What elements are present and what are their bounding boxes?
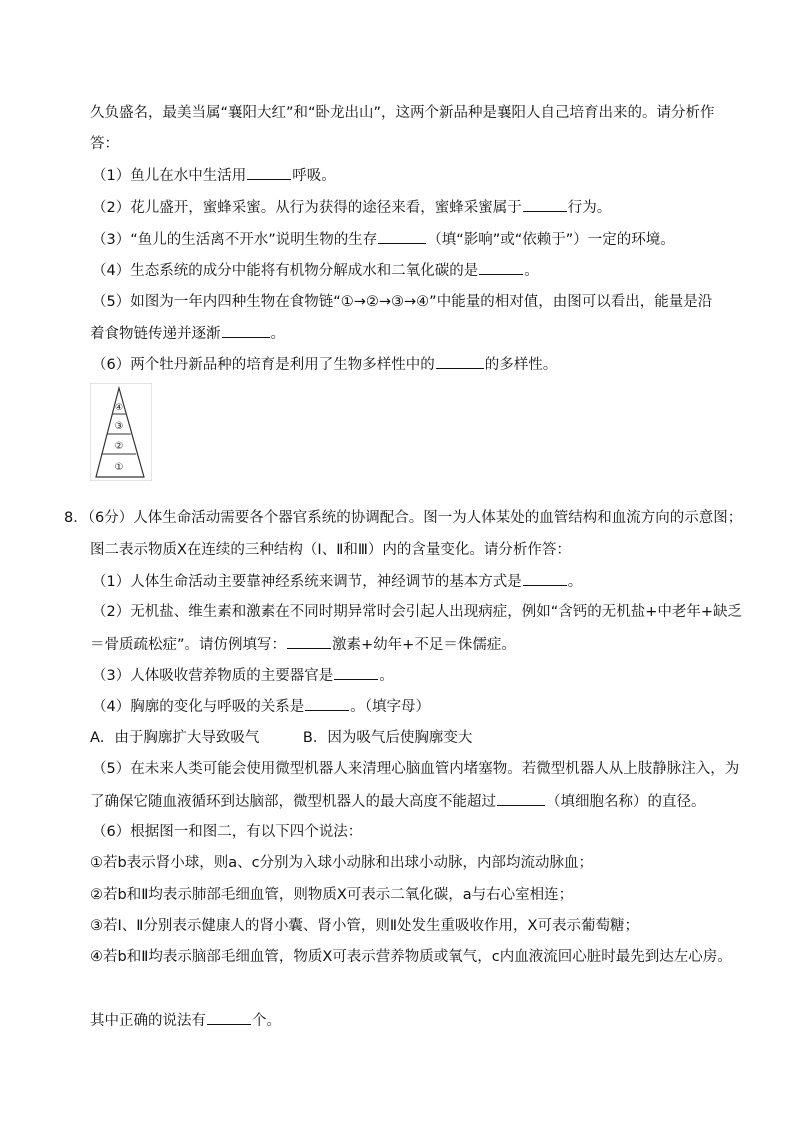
- q8-statement-1: ①若b表示肾小球，则a、c分别为入球小动脉和出球小动脉，内部均流动脉血；: [90, 855, 594, 871]
- q7-part-6-tail: 的多样性。: [484, 357, 558, 373]
- q8-part-1-tail: 。: [567, 574, 583, 590]
- q8-stem-line-2: 图二表示物质X在连续的三种结构（Ⅰ、Ⅱ和Ⅲ）内的含量变化。请分析作答：: [90, 542, 571, 558]
- q7-part-4-text: （4）生态系统的成分中能将有机物分解成水和二氧化碳的是: [92, 263, 479, 279]
- answer-blank[interactable]: [207, 1010, 251, 1025]
- q8-part-1: [92, 571, 582, 592]
- answer-blank[interactable]: [523, 197, 567, 212]
- q7-part-5-line-1: （5）如图为一年内四种生物在食物链“①→②→③→④”中能量的相对值，由图可以看出，能量是沿: [92, 294, 713, 310]
- answer-blank[interactable]: [287, 634, 331, 649]
- q7-part-1-tail: 呼吸。: [292, 168, 336, 184]
- q8-part-5-line-2: [90, 791, 706, 812]
- q7-part-5-text: 着食物链传递并逐渐: [90, 326, 221, 342]
- answer-blank[interactable]: [497, 791, 545, 806]
- q7-part-4: [92, 260, 539, 281]
- q8-part-5-tail: （填细胞名称）的直径。: [546, 794, 706, 810]
- pyramid-level-3-label: ③: [114, 421, 124, 432]
- answer-blank[interactable]: [305, 696, 349, 711]
- q7-part-2: [92, 197, 611, 218]
- q7-part-5-tail: 。: [270, 326, 285, 342]
- intro-line-1: 久负盛名，最美当属“襄阳大红”和“卧龙出山”，这两个新品种是襄阳人自己培育出来的。请分析作: [90, 105, 715, 121]
- q8-part-2-line-1: （2）无机盐、维生素和激素在不同时期异常时会引起人出现病症，例如“含钙的无机盐+中老年+缺乏: [92, 604, 743, 620]
- energy-pyramid-figure: [90, 383, 152, 481]
- q8-part-2-tail: 激素+幼年+不足＝侏儒症。: [332, 637, 516, 653]
- answer-blank[interactable]: [479, 260, 523, 275]
- q8-stem-line-1: 8．（6分）人体生命活动需要各个器官系统的协调配合。图一为人体某处的血管结构和血流方向的示意图；: [64, 510, 743, 526]
- q8-part-4: [92, 696, 430, 717]
- q7-part-6-text: （6）两个牡丹新品种的培育是利用了生物多样性中的: [92, 357, 435, 373]
- q8-part-5-text: 了确保它随血液循环到达脑部，微型机器人的最大高度不能超过: [90, 794, 496, 810]
- answer-blank[interactable]: [247, 165, 291, 180]
- q7-part-4-tail: 。: [524, 263, 539, 279]
- q8-part-4-options: A．由于胸廓扩大导致吸气 B．因为吸气后使胸廓变大: [90, 730, 473, 746]
- q7-part-2-tail: 行为。: [567, 200, 612, 216]
- q8-part-1-text: （1）人体生命活动主要靠神经系统来调节，神经调节的基本方式是: [92, 574, 522, 590]
- q8-part-3-text: （3）人体吸收营养物质的主要器官是: [92, 668, 334, 684]
- q7-part-1: [92, 165, 336, 186]
- answer-blank[interactable]: [523, 571, 567, 586]
- answer-blank[interactable]: [334, 665, 378, 680]
- pyramid-level-4-label: ④: [114, 403, 124, 413]
- q8-statement-4: ④若b和Ⅱ均表示脑部毛细血管，物质X可表示营养物质或氧气，c内血液流回心脏时最先到达左心房。: [90, 949, 732, 965]
- q8-part-3-tail: 。: [379, 668, 394, 684]
- q8-part-2-text: ＝骨质疏松症”。请仿例填写：: [90, 637, 287, 653]
- q8-part-5-line-1: （5）在未来人类可能会使用微型机器人来清理心脑血管内堵塞物。若微型机器人从上肢静脉注入，为: [92, 761, 740, 777]
- q7-part-3: [92, 229, 675, 250]
- q8-part-4-tail: 。（填字母）: [350, 699, 430, 715]
- q8-final-tail: 个。: [252, 1013, 281, 1029]
- q8-statement-2: ②若b和Ⅱ均表示肺部毛细血管，则物质X可表示二氧化碳，a与右心室相连；: [90, 887, 574, 903]
- q8-statement-3: ③若Ⅰ、Ⅱ分别表示健康人的肾小囊、肾小管，则Ⅱ处发生重吸收作用，X可表示葡萄糖；: [90, 918, 639, 934]
- q8-final-text: 其中正确的说法有: [90, 1013, 206, 1029]
- q8-part-4-text: （4）胸廓的变化与呼吸的关系是: [92, 699, 305, 715]
- q7-part-6: [92, 354, 557, 375]
- answer-blank[interactable]: [222, 323, 270, 338]
- q8-part-6: （6）根据图一和图二，有以下四个说法：: [92, 824, 363, 840]
- q7-part-3-tail: （填“影响”或“依赖于”）一定的环境。: [427, 232, 675, 248]
- q8-final-question: [90, 1010, 281, 1031]
- q7-part-1-text: （1）鱼儿在水中生活用: [92, 168, 247, 184]
- intro-line-2: 答：: [90, 136, 119, 152]
- pyramid-level-1-label: ①: [114, 462, 124, 473]
- answer-blank[interactable]: [378, 229, 426, 244]
- pyramid-level-2-label: ②: [114, 441, 124, 452]
- q7-part-5-line-2: [90, 323, 285, 344]
- q7-part-2-text: （2）花儿盛开，蜜蜂采蜜。从行为获得的途径来看，蜜蜂采蜜属于: [92, 200, 522, 216]
- q8-part-3: [92, 665, 394, 686]
- answer-blank[interactable]: [436, 354, 484, 369]
- q8-part-2-line-2: [90, 634, 516, 655]
- q7-part-3-text: （3）“鱼儿的生活离不开水”说明生物的生存: [92, 232, 378, 248]
